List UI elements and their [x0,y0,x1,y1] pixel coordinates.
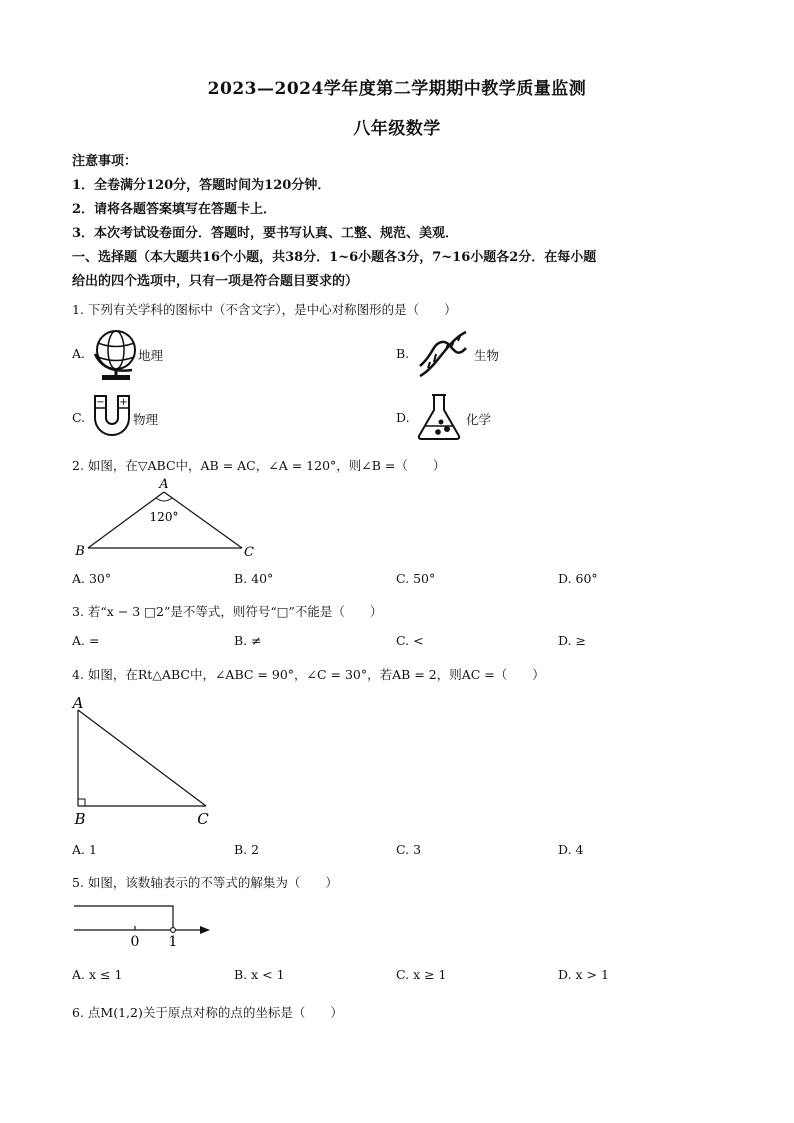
tick-0-label: 0 [130,934,140,950]
q5-option-a: A. x ≤ 1 [72,967,123,982]
note-item: 2．请将各题答案填写在答题卡上． [72,202,277,217]
q3-option-d: D. ≥ [558,633,586,648]
globe-icon [92,326,142,382]
section-heading: 一、选择题（本大题共16个小题，共38分．1~6小题各3分，7~16小题各2分．在每小题 [72,250,597,265]
q2-option-b: B. 40° [234,571,274,586]
exam-title: 2023—2024学年度第二学期期中教学质量监测 [207,79,587,99]
q5-option-b: B. x < 1 [234,967,285,982]
vertex-a-label: A [72,694,84,712]
q1-option-a-letter: A. [72,346,86,361]
q5-option-c: C. x ≥ 1 [396,967,447,982]
exam-subtitle: 八年级数学 [353,119,441,139]
tick-1-label: 1 [168,934,178,950]
flask-icon [414,392,464,442]
q4-option-b: B. 2 [234,842,260,857]
question-5-stem: 5. 如图，该数轴表示的不等式的解集为（ ） [72,875,338,890]
note-item: 3．本次考试设卷面分．答题时，要书写认真、工整、规范、美观． [72,226,459,241]
q2-triangle-figure [68,478,268,562]
q2-option-a: A. 30° [72,571,112,586]
q2-option-c: C. 50° [396,571,436,586]
q1-option-b-label: 生物 [474,348,500,363]
magnet-plus-sign: + [119,397,128,408]
vertex-c-label: C [197,810,209,828]
dna-icon [414,328,472,382]
question-2-stem: 2. 如图，在▽ABC中，AB = AC，∠A = 120°，则∠B =（ ） [72,458,446,473]
q1-option-c-label: 物理 [133,412,159,427]
question-4-stem: 4. 如图，在Rt△ABC中，∠ABC = 90°，∠C = 30°，若AB = 2，则AC =（ ） [72,667,545,682]
question-6-stem: 6. 点M(1,2)关于原点对称的点的坐标是（ ） [72,1005,343,1020]
q5-option-d: D. x > 1 [558,967,609,982]
vertex-b-label: B [74,810,86,828]
note-item: 1．全卷满分120分，答题时间为120分钟． [72,178,331,193]
q4-option-c: C. 3 [396,842,422,857]
magnet-minus-sign: − [96,397,105,408]
q3-option-b: B. ≠ [234,633,262,648]
q1-option-b-letter: B. [396,346,410,361]
q1-option-a-label: 地理 [138,348,164,363]
question-3-stem: 3. 若“x − 3 □2”是不等式，则符号“□”不能是（ ） [72,604,383,619]
q1-option-d-letter: D. [396,410,410,425]
vertex-b-label: B [75,544,85,559]
q3-option-c: C. < [396,633,424,648]
q4-option-a: A. 1 [72,842,97,857]
section-heading-cont: 给出的四个选项中，只有一项是符合题目要求的） [72,274,359,289]
q2-option-d: D. 60° [558,571,598,586]
magnet-icon [90,394,136,440]
notes-heading: 注意事项： [72,154,138,169]
q1-option-d-label: 化学 [466,412,492,427]
q5-number-line-figure [70,898,215,950]
vertex-a-label: A [159,478,169,492]
question-1-stem: 1. 下列有关学科的图标中（不含文字），是中心对称图形的是（ ） [72,302,457,317]
q4-option-d: D. 4 [558,842,584,857]
q4-right-triangle-figure [68,692,228,832]
q1-option-c-letter: C. [72,410,86,425]
vertex-c-label: C [244,545,254,560]
q3-option-a: A. = [72,633,100,648]
angle-a-label: 120° [149,510,179,524]
